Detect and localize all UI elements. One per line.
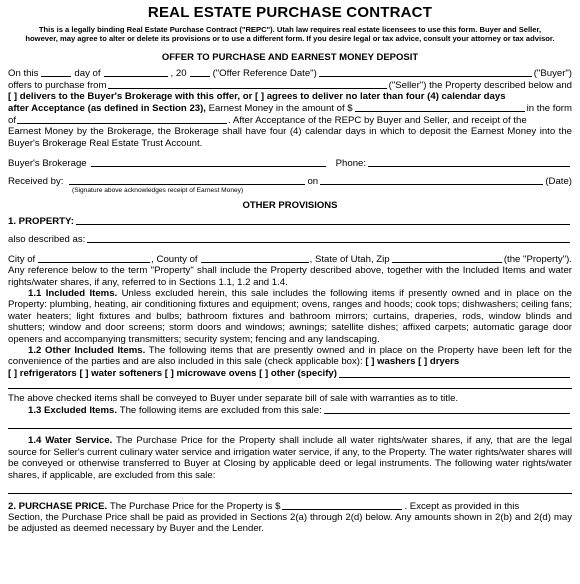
also-described-blank[interactable] [87, 233, 570, 243]
received-signature-blank[interactable] [69, 175, 305, 185]
section-1-3-row [8, 404, 572, 416]
phone-label: Phone: [335, 157, 367, 169]
section-1-1 [8, 288, 572, 345]
other-items-line[interactable] [8, 380, 572, 389]
property-blank[interactable] [76, 215, 570, 225]
section-1-1-text: Unless excluded herein, this sale includes the following items if presently owned and in place on the Property: plumbing, heating, air conditioning fixtures and equipment; ovens, ranges and hoods; cook tops; dishwashers; ceiling fans; water heaters; light fixtures and bulbs; bathroom fixtures and bathroom mirrors; curtains, draperies, rods, window blinds and shutters; window and door screens; storm doors and windows; awnings; satellite dishes; affixed carpets; automatic garage door openers and accompanying transmitters; security system; fencing and any landscaping. [8, 288, 573, 345]
offer-heading: OFFER TO PURCHASE AND EARNEST MONEY DEPOSIT [161, 52, 419, 63]
day-of-label: day of [74, 67, 101, 79]
the-property-label: (the "Property"). [503, 253, 572, 265]
property-reference-text: Any reference below to the term "Property" shall include the Property described above, together with the Included Items and water rights/water shares, if any, referred to in Sections 1.1, 1.2 and 1.4. [8, 265, 572, 288]
section-1-2-options-a[interactable]: [ ] washers [ ] dryers [365, 356, 460, 368]
section-1-4-label: 1.4 Water Service. [28, 435, 113, 447]
offer-line-4 [8, 102, 572, 114]
received-label: Received by: [8, 175, 64, 187]
county-label: , County of [151, 253, 198, 265]
city-label: City of [8, 253, 36, 265]
earnest-sentence: Earnest Money by the Brokerage, the Brokerage shall have four (4) calendar days in which to deposit the Earnest Money into the Buyer's Brokerage Real Estate Trust Account. [8, 126, 572, 149]
day-blank[interactable] [41, 67, 71, 77]
after-acceptance-2-label: . After Acceptance of the REPC by Buyer and Seller, and receipt of the [228, 115, 527, 126]
buyer-blank[interactable] [319, 67, 532, 77]
seller-label: ("Seller") the Property described below and [388, 79, 572, 91]
city-blank[interactable] [38, 253, 150, 263]
date-label: (Date) [545, 175, 572, 187]
received-date-blank[interactable] [320, 175, 543, 185]
on-label: on [307, 175, 319, 187]
other-provisions-heading: OTHER PROVISIONS [242, 200, 338, 212]
section-1-2-options-b[interactable]: [ ] refrigerators [ ] water softeners [ ] microwave ovens [ ] other (specify) [8, 368, 337, 380]
year-label: , 20 [170, 67, 187, 79]
phone-blank[interactable] [368, 157, 570, 167]
section-1-2-label: 1.2 Other Included Items. [28, 345, 146, 357]
document-title: REAL ESTATE PURCHASE CONTRACT [147, 4, 433, 21]
form-of-blank[interactable] [17, 114, 227, 124]
water-rights-line[interactable] [8, 481, 572, 494]
offers-purchase-label: offers to purchase from [8, 79, 107, 91]
section-1-3-label: 1.3 Excluded Items. [28, 404, 118, 416]
purchase-price-row [8, 500, 572, 512]
section-1-3-text: The following items are excluded from this sale: [119, 404, 322, 416]
also-described-label: also described as: [8, 233, 86, 245]
zip-blank[interactable] [392, 253, 502, 263]
section-1-2 [8, 345, 572, 368]
contract-page [0, 4, 580, 584]
purchase-price-text-b: . Except as provided in this [404, 500, 520, 512]
section-1-2-text: The following items that are presently owned and in place on the Property have been left for the convenience of the parties and are also included in this sale (check applicable box): [8, 345, 572, 368]
brokerage-label: Buyer's Brokerage [8, 157, 87, 169]
earnest-amount-label: Earnest Money in the amount of $ [208, 103, 353, 114]
section-1-4 [8, 435, 572, 481]
section-1-2-options-row [8, 368, 572, 380]
received-row [8, 175, 572, 187]
deliver-brokerage-line: [ ] delivers to the Buyer's Brokerage with this offer, or [ ] agrees to deliver no later than four (4) calendar days [8, 91, 506, 102]
offer-line-5 [8, 114, 572, 126]
in-form-of-label: in the form [526, 103, 572, 114]
bill-of-sale-text: The above checked items shall be conveyed to Buyer under separate bill of sale with warranties as to title. [8, 392, 459, 404]
purchase-price-blank[interactable] [282, 500, 402, 510]
earnest-amount-blank[interactable] [355, 102, 525, 112]
also-described-row [8, 233, 572, 245]
city-row [8, 253, 572, 265]
other-specify-blank[interactable] [339, 368, 570, 378]
property-row [8, 215, 572, 227]
year-blank[interactable] [190, 67, 210, 77]
section-1-4-text: The Purchase Price for the Property shall include all water rights/water shares, if any, that are the legal source for Seller's current culinary water service and irrigation water service, if any, to the Property. The water rights/water shares will be conveyed or otherwise transferred to Buyer at Closing by applicable deed or legal instruments. The following water rights/water shares, if applicable, are excluded from this sale: [8, 435, 572, 481]
purchase-price-label: 2. PURCHASE PRICE. [8, 500, 108, 512]
after-acceptance-label: after Acceptance (as defined in Section 23), [8, 103, 206, 114]
purchase-price-text-c: Section, the Purchase Price shall be paid as provided in Sections 2(a) through 2(d) below. Any amounts shown in 2(b) and 2(d) may be adjusted as deemed necessary by Buyer and the Lender. [8, 511, 572, 535]
section-1-1-label: 1.1 Included Items. [28, 288, 118, 300]
offer-line-2 [8, 79, 572, 91]
county-blank[interactable] [201, 253, 309, 263]
brokerage-blank[interactable] [91, 157, 326, 167]
signature-note: (Signature above acknowledges receipt of Earnest Money) [72, 187, 244, 195]
on-this-label: On this [8, 67, 39, 79]
buyer-label: ("Buyer") [533, 67, 572, 79]
state-zip-label: , State of Utah, Zip [309, 253, 390, 265]
seller-blank[interactable] [108, 79, 386, 89]
offer-reference-label: ("Offer Reference Date") [212, 67, 317, 79]
purchase-price-text-a: The Purchase Price for the Property is $ [109, 500, 281, 512]
excluded-items-blank[interactable] [324, 404, 570, 414]
intro-notice: This is a legally binding Real Estate Purchase Contract ("REPC"). Utah law requires real estate licensees to use this form. Buyer and Seller, however, may agree to alter or delete its provisions or to use a different form. If you desire legal or tax advice, consult your attorney or tax advisor. [25, 25, 555, 43]
offer-line-1 [8, 67, 572, 79]
of-label: of [8, 115, 17, 126]
property-label: 1. PROPERTY: [8, 215, 74, 227]
month-blank[interactable] [104, 67, 168, 77]
brokerage-row [8, 157, 572, 169]
excluded-items-line[interactable] [8, 416, 572, 429]
